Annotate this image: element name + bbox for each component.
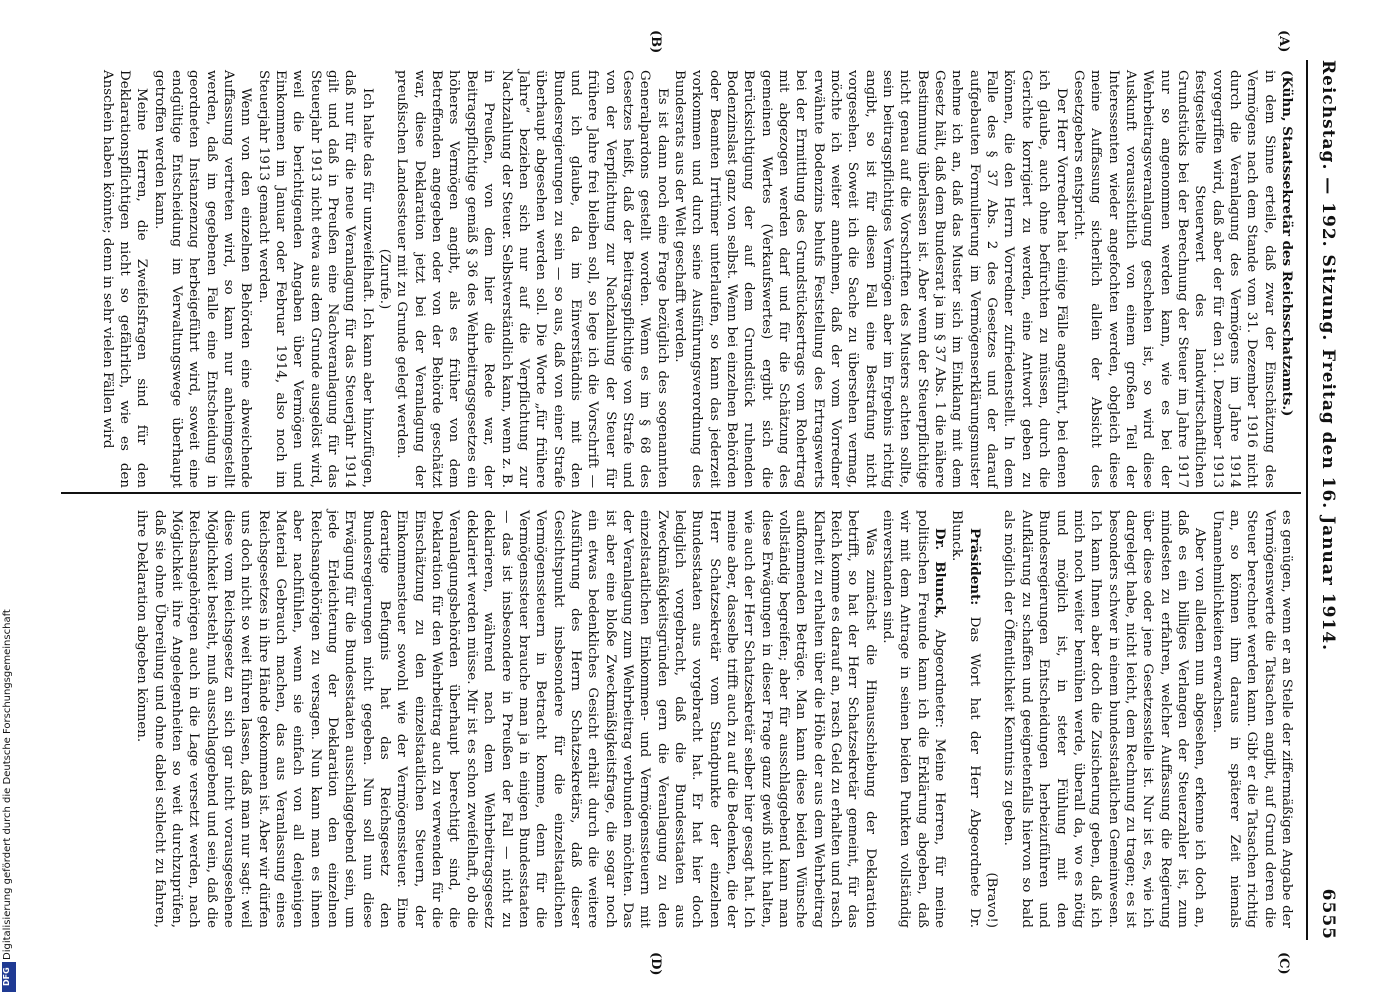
page-number: 6555 [1318, 888, 1338, 940]
president-label: Präsident: [966, 528, 983, 606]
credit-text: Digitalisierung gefördert durch die Deutsche Forschungsgemeinschaft [2, 609, 13, 960]
column-divider [61, 492, 1301, 494]
speaker-name: Dr. Blunck [932, 528, 949, 615]
paragraph: Was zunächst die Hinausschiebung der Deklaration betrifft, so hat der Herr Schatzsekretär gemeint, für das Reich komme es darauf an, rasch Geld zu erhalten und rasch Klarheit zu erhalten über die Höhe der aus dem Wehrbeitrag aufkommenden Beträge. Man kann diese beiden Wünsche vollständig begreifen; aber für ausschlaggebend kann man diese Erwägungen in dieser Frage ganz gewiß nicht halten, wie auch der Herr Schatzsekretär selber hier gesagt hat. Ich meine aber, dasselbe trifft auch zu auf die Bedenken, die der Herr Schatzsekretär vom Standpunkte der einzelnen Bundesstaaten aus vorgebracht hat. Er hat hier doch lediglich vorgebracht, daß die Bundesstaaten aus Zweckmäßigkeitsgründen gern die Veranlagung zu den einzelstaatlichen Einkommen- und Vermögenssteuern mit der Veranlagung zum Wehrbeitrag verbunden möchten. Das ist aber eine bloße Zweckmäßigkeitsfrage, die sogar noch ein etwas bedenkliches Gesicht erhält durch die weitere Ausführung des Herrn Schatzsekretärs, daß dieser Gesichtspunkt insbesondere für die einzelstaatlichen Vermögenssteuern in Betracht komme, denn für die Vermögenssteuer brauche man ja in einigen Bundesstaaten — das ist insbesondere in Preußen der Fall — nicht zu deklarieren, während nach dem Wehrbeitragsgesetz deklariert werden müsse. Mir ist es schon zweifelhaft, ob die Veranlagungsbehörden überhaupt berechtigt sind, die Deklaration für den Wehrbeitrag auch zu verwenden für die Einschätzung zu den einzelstaatlichen Steuern, der Einkommensteuer sowohl wie der Vermögenssteuer. Eine derartige Befugnis hat das Reichsgesetz den Bundesregierungen nicht gegeben. Nun soll nun diese Erwägung für die Bundesstaaten ausschlaggebend sein, um jede Erleichterung der Deklaration den einzelnen Reichsangehörigen zu versagen. Nun kann man es ihnen aber nachfühlen, wenn sie einfach von all denjenigen Material Gebrauch machen, das aus Veranlassung eines Reichsgesetzes in ihre Hände gekommen ist. Aber wir dürfen uns doch nicht so weit führen lassen, daß man nur sagt: weil diese vom Reichsgesetz an sich gar nicht vorausgesehene Möglichkeit besteht, muß ausschlaggebend und sein, daß die Reichsangehörigen auch in die Lage versetzt werden, nach Möglichkeit ihre Angelegenheiten so weit durchzuprüfen, daß sie ohne Übereilung und ohne dabei schlecht zu fahren, ihre Deklaration abgeben können. [134, 510, 878, 929]
speaker-name: (Kühn, Staatssekretär des Reichsschatzamts.) [1279, 70, 1295, 417]
right-column [133, 510, 1295, 928]
left-column [98, 70, 1295, 488]
speaker-intro: Dr. Blunck, Abgeordneter: Meine Herren, für meine politischen Freunde kann ich die Erklärung abgeben, daß wir mit dem Antrage in seinen beiden Punkten vollständig einverstanden sind. [880, 510, 949, 928]
paragraph: Der Herr Vorredner hat einige Fälle angeführt, bei denen ich glaube, auch ohne befürchten zu müssen, durch die Gerichte korrigiert zu werden, eine Antwort geben zu können, die den Herrn Vorredner zufriedenstellt. In dem Falle des § 37 Abs. 2 des Gesetzes und der darauf aufgebauten Formulierung im Vermögenserklärungsmuster nehme ich an, daß das Muster sich im Einklang mit dem Gesetz hält, daß dem Bundesrat ja im § 37 Abs. 1 die nähere Bestimmung überlassen ist. Aber wenn der Steuerpflichtige nicht genau auf die Vorschriften des Musters achten sollte, sein beitragspflichtiges Vermögen aber im Ergebnis richtig angibt, so ist für diesen Fall eine Bestrafung nicht vorgesehen. Soweit ich die Sache zu übersehen vermag, möchte ich weiter annehmen, daß der vom Vorredner erwähnte Bodenzins behufs Feststellung des Ertragswerts bei der Ermittlung des Grundstücksertrags vom Rohertrag mit abgezogen werden darf und für die Schätzung des gemeinen Wertes (Verkaufswertes) ergibt sich die Berücksichtigung der auf dem Grundstück ruhenden Bodenzinslast ganz von selbst. Wenn bei einzelnen Behörden oder Beamten Irrtümer unterlaufen, so kann das jederzeit vorkommen und durch seine Ausführungsverordnung des Bundesrats aus der Welt geschafft werden. [671, 70, 1069, 488]
paragraph: es genügen, wenn er an Stelle der ziffermäßigen Angabe der Vermögenswerte die Tatsachen angibt, auf Grund deren die Steuer berechnet werden kann. Gibt er die Tatsachen richtig an, so können ihm daraus in späterer Zeit niemals Unannehmlichkeiten erwachsen. [1209, 510, 1294, 928]
paragraph: Wenn von den einzelnen Behörden eine abweichende Auffassung vertreten wird, so kann nur anheimgestellt werden, daß im gegebenen Falle eine Entscheidung in geordneten Instanzenzug herbeigeführt wird, soweit eine endgültige Entscheidung im Verwaltungswege überhaupt getroffen werden kann. [151, 70, 254, 488]
page-header [1306, 60, 1338, 940]
paragraph: Meine Herren, für meine politischen Freunde kann ich die Erklärung abgeben, daß wir mit dem Antrage in seinen beiden Punkten vollständig einverstanden sind. [880, 510, 948, 928]
paragraph: Es ist dann noch eine Frage bezüglich des sogenannten Generalpardons gestellt worden. Wenn es im § 68 des Gesetzes heißt, daß der Beitragspflichtige von Strafe und von der Verpflichtung zur Nachzahlung der Steuer für frühere Jahre frei bleiben soll, so lege ich die Vorschrift — und ich glaube, da im Einverständnis mit den Bundesregierungen zu sein — so aus, daß von einer Strafe überhaupt abgesehen werden soll. Die Worte „für frühere Jahre“ beziehen sich nur auf die Verpflichtung zur Nachzahlung der Steuer. Selbstverständlich kann, wenn z. B. in Preußen, von dem hier die Rede war, der Beitragspflichtige gemäß § 36 des Wehrbeitragsgesetzes ein höheres Vermögen angibt, als es früher von dem Betreffenden angegeben oder von der Behörde geschätzt war, diese Deklaration jetzt bei der Veranlagung der preußischen Landessteuer mit zu Grunde gelegt werden. [394, 70, 670, 488]
president-text: Das Wort hat der Herr Abgeordnete Dr. Blunck. [949, 510, 982, 928]
marker-c: (C) [1276, 952, 1291, 975]
paragraph: Ich halte das für unzweifelhaft. Ich kann aber hinzufügen, daß nur für die neue Veranlagung für das Steuerjahr 1914 gilt und daß in Preußen eine Nachveranlagung für das Steuerjahr 1913 nicht etwa aus dem Grunde ausgelöst wird, weil die berichtigenden Angaben über Vermögen und Einkommen im Januar oder Februar 1914, also noch im Steuerjahr 1913 gemacht werden. [255, 70, 375, 488]
paragraph: in dem Sinne erteile, daß zwar der Einschätzung des Vermögens nach dem Stande vom 31. Dezember 1916 nicht durch die Veranlagung des Vermögens im Jahre 1914 vorgegriffen wird, daß aber der für den 31. Dezember 1913 festgestellte Steuerwert des landwirtschaftlichen Grundstücks bei der Berechnung der Steuer im Jahre 1917 nur so angenommen werden kann, wie es bei der Wehrbeitragsveranlagung geschehen ist, so wird diese Auskunft voraussichtlich von einem großen Teil der Interessenten wieder angefochten werden, obgleich diese meine Auffassung sicherlich allein der Absicht des Gesetzgebers entspricht. [1070, 70, 1277, 488]
interjection: (Zurufe.) [377, 248, 393, 310]
speaker-line [1278, 70, 1295, 488]
speaker-role: Abgeordneter: [932, 629, 948, 729]
header-session: Reichstag. — 192. Sitzung. [1318, 60, 1338, 342]
paragraph: Aber von alledem nun abgesehen, erkenne ich doch an, daß es ein billiges Verlangen der Steuerzahler ist, zum mindesten zu erfahren, welcher Auffassung die Regierung über diese oder jene Gesetzesstelle ist. Nur ist es, wie ich dargelegt habe, nicht leicht, dem Rechnung zu tragen; es ist besonders schwer in einem bundesstaatlichen Gemeinwesen. Ich kann Ihnen aber doch die Zusicherung geben, daß ich mich noch weiter bemühen werde, überall da, wo es nötig und möglich ist, in steter Fühlung mit den Bundesregierungen Entscheidungen herbeizuführen und Aufklärung zu schaffen und geeignetenfalls hiervon so bald als möglich der Öffentlichkeit Kenntnis zu geben. [1001, 510, 1208, 928]
marker-a: (A) [1276, 30, 1291, 53]
paragraph: Meine Herren, die Zweifelsfragen sind für den Deklarationspflichtigen nicht so gefährlich, wie es den Anschein haben könnte; denn in sehr vielen Fällen wird [99, 70, 150, 488]
header-date: Freitag den 16. Januar 1914. [1318, 348, 1338, 652]
marker-d: (D) [648, 952, 663, 976]
dfg-logo-text: DFG [2, 967, 11, 986]
president-line [948, 510, 983, 928]
interjection: (Bravo!) [984, 872, 1000, 928]
marker-b: (B) [648, 30, 663, 54]
